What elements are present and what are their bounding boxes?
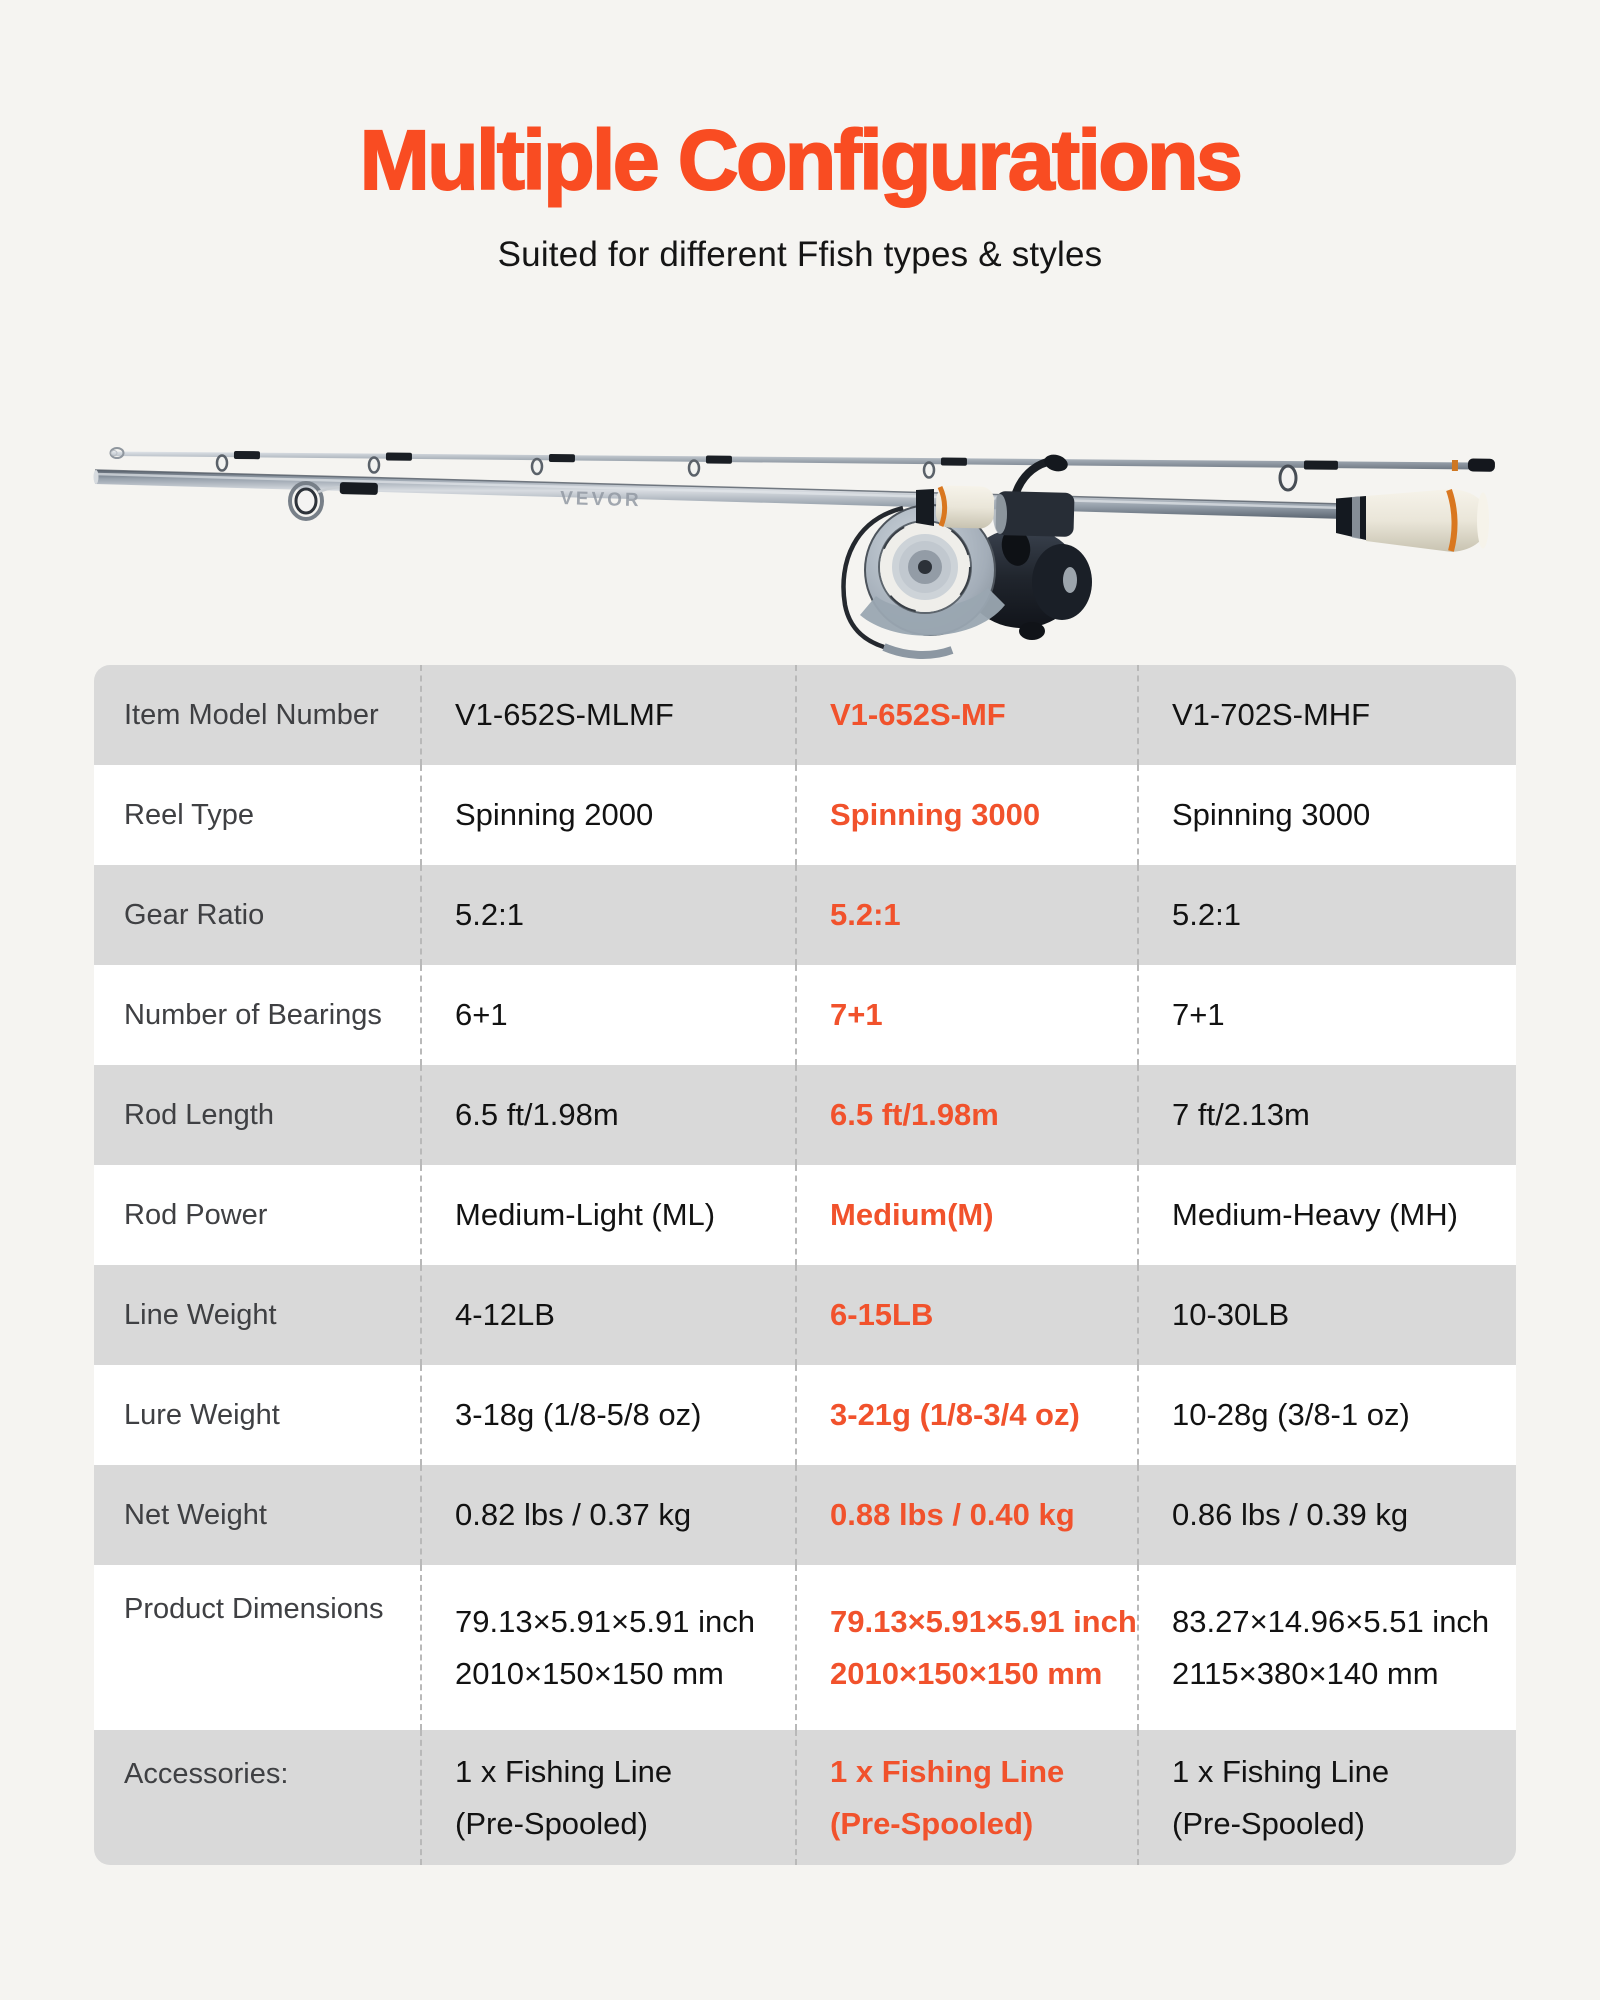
rear-grip (1336, 489, 1489, 552)
spec-value-highlighted (795, 1465, 1137, 1565)
spec-value-highlighted (795, 1565, 1137, 1730)
spec-value-line: 3-18g (1/8-5/8 oz) (455, 1397, 702, 1432)
row-label: Line Weight (124, 1298, 277, 1331)
spec-value-line: Medium-Heavy (MH) (1172, 1197, 1458, 1232)
row-label: Product Dimensions (124, 1593, 384, 1625)
spec-value-line: 2010×150×150 mm (830, 1655, 1103, 1691)
spec-value (420, 665, 795, 765)
rod-butt-cap-icon (1468, 458, 1495, 471)
spec-value-line: 2010×150×150 mm (455, 1655, 724, 1691)
spec-value-line: Spinning 3000 (830, 797, 1041, 832)
spec-value-line: V1-702S-MHF (1172, 697, 1371, 732)
spec-value-line: 79.13×5.91×5.91 inch (455, 1603, 755, 1639)
page-subtitle: Suited for different Ffish types & styles (497, 235, 1103, 274)
spec-value-line: Medium-Light (ML) (455, 1197, 716, 1232)
spec-value-line: 83.27×14.96×5.51 inch (1172, 1603, 1490, 1639)
row-label: Lure Weight (124, 1398, 280, 1431)
orange-band-icon (1452, 460, 1458, 471)
spec-value-line: 6.5 ft/1.98m (830, 1097, 999, 1132)
spec-value-line: 6.5 ft/1.98m (455, 1097, 619, 1132)
spec-value-line: 79.13×5.91×5.91 inch (830, 1603, 1137, 1639)
spec-value-highlighted (795, 1165, 1137, 1265)
spec-value-highlighted (795, 1065, 1137, 1165)
spec-value (420, 1165, 795, 1265)
row-label: Item Model Number (124, 698, 379, 731)
spec-value-line: 0.88 lbs / 0.40 kg (830, 1497, 1075, 1532)
reel-seat (993, 491, 1075, 537)
spec-value (1137, 1730, 1516, 1865)
spec-value (420, 765, 795, 865)
row-label: Gear Ratio (124, 898, 265, 931)
spec-value-line: 5.2:1 (455, 897, 524, 932)
spec-value-line: 10-28g (3/8-1 oz) (1172, 1397, 1410, 1432)
spec-value-line: 6-15LB (830, 1297, 934, 1332)
spec-value (420, 1465, 795, 1565)
spec-value (420, 1265, 795, 1365)
row-label: Rod Power (124, 1198, 268, 1231)
spec-value (420, 1065, 795, 1165)
spec-value-highlighted (795, 1265, 1137, 1365)
spec-value (1137, 1365, 1516, 1465)
spec-value-line: 1 x Fishing Line (830, 1753, 1065, 1789)
table-row (94, 1565, 1516, 1730)
spec-value-highlighted (795, 965, 1137, 1065)
spec-value-line: 1 x Fishing Line (1172, 1753, 1390, 1789)
spec-value-line: Spinning 2000 (455, 797, 654, 832)
spec-value-line: Medium(M) (830, 1197, 994, 1232)
table-row (94, 665, 1516, 765)
spec-value-line: 2115×380×140 mm (1172, 1655, 1439, 1691)
spec-value-highlighted (795, 1365, 1137, 1465)
spec-value-line: V1-652S-MF (830, 697, 1006, 732)
spec-value (1137, 1165, 1516, 1265)
spec-value-line: 1 x Fishing Line (455, 1753, 673, 1789)
spec-value-line: 3-21g (1/8-3/4 oz) (830, 1397, 1080, 1432)
rod-guide-icon (1280, 460, 1338, 490)
spec-value (420, 865, 795, 965)
fore-grip (916, 485, 995, 529)
spec-value (1137, 1565, 1516, 1730)
spec-value (420, 1730, 795, 1865)
spinning-reel-icon (843, 452, 1092, 655)
spec-value (420, 965, 795, 1065)
spec-value-line: 0.86 lbs / 0.39 kg (1172, 1497, 1409, 1532)
rod-butt-section (94, 470, 1346, 519)
page-title: Multiple Configurations (359, 113, 1241, 207)
header (0, 0, 1600, 275)
spec-value-line: (Pre-Spooled) (455, 1805, 648, 1841)
spec-value-line: 10-30LB (1172, 1297, 1290, 1332)
spec-value (1137, 1065, 1516, 1165)
table-row (94, 1730, 1516, 1865)
table-row (94, 1365, 1516, 1465)
spec-value-line: 5.2:1 (830, 897, 901, 932)
spec-value (1137, 865, 1516, 965)
spec-value-line: 5.2:1 (1172, 897, 1241, 932)
spec-value-line: 0.82 lbs / 0.37 kg (455, 1497, 692, 1532)
row-label: Rod Length (124, 1098, 274, 1131)
spec-value-line: 4-12LB (455, 1297, 555, 1332)
spec-value-line: V1-652S-MLMF (455, 697, 674, 732)
table-row (94, 1065, 1516, 1165)
spec-value (1137, 965, 1516, 1065)
spec-value-line: Spinning 3000 (1172, 797, 1371, 832)
spec-value-line: 6+1 (455, 997, 508, 1032)
row-label: Reel Type (124, 798, 255, 831)
spec-value-highlighted (795, 865, 1137, 965)
table-row (94, 1265, 1516, 1365)
spec-value-line: 7 ft/2.13m (1172, 1097, 1310, 1132)
spec-value-highlighted (795, 665, 1137, 765)
row-label: Net Weight (124, 1498, 267, 1531)
table-row (94, 865, 1516, 965)
spec-value-line: (Pre-Spooled) (830, 1805, 1034, 1841)
spec-value-line: 7+1 (1172, 997, 1225, 1032)
row-label: Number of Bearings (124, 998, 382, 1031)
spec-value-line: 7+1 (830, 997, 883, 1032)
spec-value (1137, 1265, 1516, 1365)
rod-brand-text: VEVOR (559, 488, 642, 512)
table-row (94, 765, 1516, 865)
spec-value-highlighted (795, 765, 1137, 865)
table-row (94, 1165, 1516, 1265)
spec-value (1137, 1465, 1516, 1565)
row-label: Accessories: (124, 1758, 289, 1790)
spec-value (1137, 765, 1516, 865)
spec-value (420, 1565, 795, 1730)
spec-value (1137, 665, 1516, 765)
spec-value-line: (Pre-Spooled) (1172, 1805, 1365, 1841)
table-row (94, 965, 1516, 1065)
spec-value-highlighted (795, 1730, 1137, 1865)
table-row (94, 1465, 1516, 1565)
spec-table (94, 665, 1516, 1865)
product-image (0, 400, 1600, 680)
spec-value (420, 1365, 795, 1465)
